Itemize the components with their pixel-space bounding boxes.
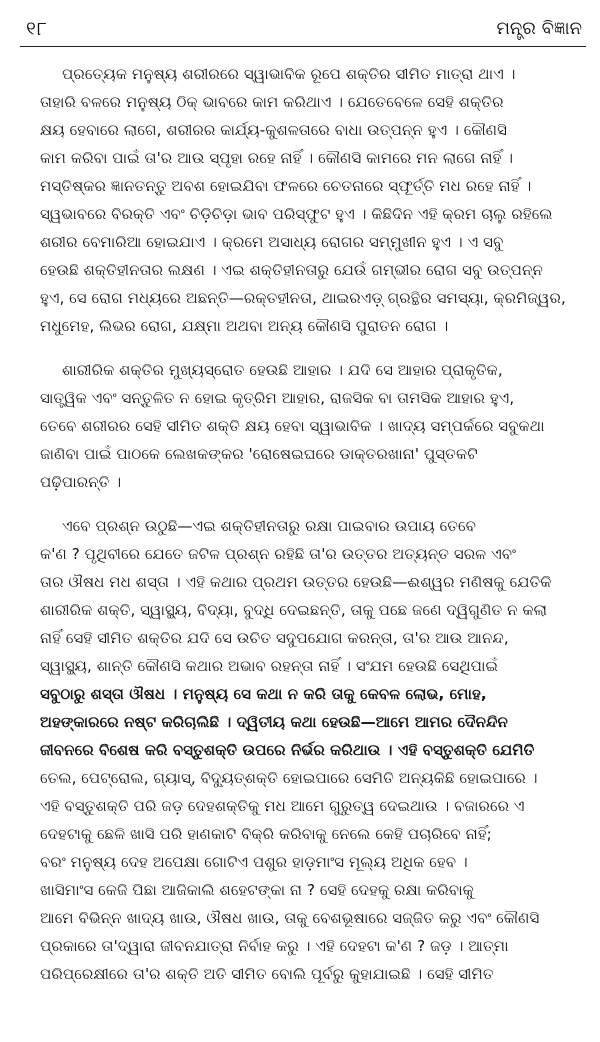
text-line: ହୁଏ, ସେ ରୋଗ ମଧ୍ୟରେ ଅଛନ୍ତି—ରକ୍ତହୀନତା, ଥାଇରଏଡ଼୍ ଗ୍ରନ୍ଥିର ସମସ୍ୟା, କ୍ରମିଜ୍ୱର, (40, 289, 566, 307)
text-line: ସ୍ୱାସ୍ଥ୍ୟ, ଶାନ୍ତି କୌଣସି କଥାର ଅଭାବ ରହନ୍ତା ନାହିଁ । ସଂଯମ ହେଉଛି ସେଥିପାଇଁ (40, 657, 499, 675)
text-line: ମଧୁମେହ, ଲିଭର ରୋଗ, ଯକ୍ଷ୍ମା ଅଥବା ଅନ୍ୟ କୌଣସି ପୁରାତନ ରୋଗ । (40, 317, 449, 335)
text-line: କ'ଣ ? ପୃଥିବୀରେ ଯେତେ ଜଟିଳ ପ୍ରଶ୍ନ ରହିଛି ତା'ର ଉତ୍ତର ଅତ୍ୟନ୍ତ ସରଳ ଏବଂ (40, 545, 517, 563)
text-line: ସାତ୍ତ୍ୱିକ ଏବଂ ସନ୍ତୁଳିତ ନ ହୋଇ କୃତ୍ରିମ ଆହାର, ରାଜସିକ ବା ତାମସିକ ଆହାର ହୁଏ, (40, 389, 515, 407)
text-line: ଆମେ ବିଭିନ୍ନ ଖାଦ୍ୟ ଖାଉ, ଔଷଧ ଖାଉ, ତାକୁ ବେଶଭୂଷାରେ ସଜ୍ଜିତ କରୁ ଏବଂ କୌଣସି (40, 909, 540, 927)
paragraph-gap (40, 496, 592, 512)
paragraph-3 (40, 512, 592, 988)
text-line: ଜାଣିବା ପାଇଁ ପାଠକେ ଲେଖକଙ୍କର 'ରୋଷେଇଘରେ ଡାକ୍ତରଖାନା' ପୁସ୍ତକଟି (40, 445, 478, 463)
header-rule (20, 46, 586, 47)
text-line: ସ୍ୱଭାବରେ ବିରକ୍ତି ଏବଂ ଚିଡ଼ିଚିଡ଼ା ଭାବ ପରିସ୍ଫୁଟ ହୁଏ । କିଛିଦିନ ଏହି କ୍ରମ ଚାଲୁ ରହିଲେ (40, 205, 553, 223)
text-line: ଏବେ ପ୍ରଶ୍ନ ଉଠୁଛି—ଏଇ ଶକ୍ତିହୀନତାରୁ ରକ୍ଷା ପାଇବାର ଉପାୟ ତେବେ (62, 517, 476, 535)
text-line: ତେବେ ଶରୀରର ସେହି ସୀମିତ ଶକ୍ତି କ୍ଷୟ ହେବା ସ୍ୱାଭାବିକ । ଖାଦ୍ୟ ସମ୍ପର୍କରେ ସବୁକଥା (40, 417, 545, 435)
text-line: ଏହି ବସ୍ତୁଶକ୍ତି ପରି ଜଡ଼ ଦେହଶକ୍ତିକୁ ମଧ ଆମେ ଗୁରୁତ୍ୱ ଦେଇଥାଉ । ବଜାରରେ ଏ (40, 797, 525, 815)
text-line: ଶରୀର ବେମାରିଆ ହୋଇଯାଏ । କ୍ରମେ ଅସାଧ୍ୟ ରୋଗର ସମ୍ମୁଖୀନ ହୁଏ । ଏ ସବୁ (40, 233, 504, 251)
page-number: ୧୮ (26, 18, 48, 40)
body-text (40, 60, 592, 988)
text-line: ତାର ଔଷଧ ମଧ ଶସ୍ତା । ଏହି କଥାର ପ୍ରଥମ ଉତ୍ତର ହେଉଛି—ଈଶ୍ୱର ମଣିଷକୁ ଯେତିକି (40, 573, 552, 591)
text-line-bold: ସବୁଠାରୁ ଶସ୍ତା ଔଷଧ । ମନୁଷ୍ୟ ସେ କଥା ନ କରି ତାକୁ କେବଳ ଲୋଭ, ମୋହ, (40, 685, 487, 703)
text-line: ତାହାରି ବଳରେ ମନୁଷ୍ୟ ଠିକ୍ ଭାବରେ କାମ କରିଥାଏ । ଯେତେବେଳେ ସେହି ଶକ୍ତିର (40, 93, 504, 111)
text-line: ଶାରୀରିକ ଶକ୍ତି, ସ୍ୱାସ୍ଥ୍ୟ, ବିଦ୍ୟା, ବୁଦ୍ଧି ଦେଇଛନ୍ତି, ତାକୁ ପଛେ ଜଣେ ଦ୍ୱିଗୁଣିତ ନ କଲା (40, 601, 548, 619)
text-line: ହେଉଛି ଶକ୍ତିହୀନତାର ଲକ୍ଷଣ । ଏଇ ଶକ୍ତିହୀନତାରୁ ଯେଉଁ ଗମ୍ଭୀର ରୋଗ ସବୁ ଉତ୍ପନ୍ନ (40, 261, 543, 279)
text-line: ପଢ଼ିପାରନ୍ତି । (40, 473, 122, 491)
text-line: ଶାରୀରିକ ଶକ୍ତିର ମୁଖ୍ୟସ୍ରୋତ ହେଉଛି ଆହାର । ଯଦି ସେ ଆହାର ପ୍ରାକୃତିକ, (62, 361, 503, 379)
text-line: ତେଲ, ପେଟ୍ରୋଲ, ଗ୍ୟାସ୍, ବିଦ୍ୟୁତ୍‌ଶକ୍ତି ହୋଇପାରେ ସେମିତି ଅନ୍ୟକିଛି ହୋଇପାରେ । (40, 769, 538, 787)
text-line: ପ୍ରକାରେ ତା'ଦ୍ୱାରା ଜୀବନଯାତ୍ରା ନିର୍ବାହ କରୁ । ଏହି ଦେହଟା କ'ଣ ? ଜଡ଼ । ଆତ୍ମା (40, 937, 509, 955)
page-header (0, 0, 600, 52)
text-line: ଦେହଟାକୁ ଛେଳି ଖାସି ପରି ହାଣକାଟି ବିକ୍ରି କରିବାକୁ ନେଲେ କେହି ପଚାରିବେ ନାହିଁ; (40, 825, 492, 843)
text-line: କାମ କରିବା ପାଇଁ ତା'ର ଆଉ ସ୍ପୃହା ରହେ ନାହିଁ । କୌଣସି କାମରେ ମନ ଲାଗେ ନାହିଁ । (40, 149, 514, 167)
text-line: କ୍ଷୟ ହେବାରେ ଲାଗେ, ଶରୀରର କାର୍ଯ୍ୟ-କୁଶଳତାରେ ବାଧା ଉତ୍ପନ୍ନ ହୁଏ । କୌଣସି (40, 121, 508, 139)
text-line: ଖାସିମାଂସ କେଜି ପିଛା ଆଜିକାଲି ଶହେଟଙ୍କା ନା ? ସେହି ଦେହକୁ ରକ୍ଷା କରିବାକୁ (40, 881, 474, 899)
text-line: ପରିପ୍ରେକ୍ଷୀରେ ତା'ର ଶକ୍ତି ଅତି ସୀମିତ ବୋଲି ପୂର୍ବରୁ କୁହାଯାଇଛି । ସେହି ସୀମିତ (40, 965, 494, 983)
text-line: ମସ୍ତିଷ୍କର ଜ୍ଞାନତନ୍ତୁ ଅବଶ ହୋଇଯିବା ଫଳରେ ଚେତନାରେ ସ୍ଫୂର୍ତ୍ତି ମଧ ରହେ ନାହିଁ । (40, 177, 532, 195)
paragraph-2 (40, 356, 592, 496)
text-line: ନାହିଁ ସେହି ସୀମିତ ଶକ୍ତିର ଯଦି ସେ ଉଚିତ ସଦୁପଯୋଗ କରନ୍ତା, ତା'ର ଆଉ ଆନନ୍ଦ, (40, 629, 509, 647)
paragraph-gap (40, 340, 592, 356)
text-line: ବରଂ ମନୁଷ୍ୟ ଦେହ ଅପେକ୍ଷା ଗୋଟିଏ ପଶୁର ହାଡ଼ମାଂସ ମୂଲ୍ୟ ଅଧିକ ହେବ । (40, 853, 468, 871)
text-line-bold: ଜୀବନରେ ବିଶେଷ କରି ବସ୍ତୁଶକ୍ତି ଉପରେ ନିର୍ଭର କରିଥାଉ । ଏହି ବସ୍ତୁଶକ୍ତି ଯେମିତି (40, 741, 535, 759)
running-title: ମନ୍ତ୍ର ବିଜ୍ଞାନ (496, 18, 582, 39)
text-line-bold: ଅହଙ୍କାରରେ ନଷ୍ଟ କରିଚାଲିଛି । ଦ୍ୱିତୀୟ କଥା ହେଉଛି—ଆମେ ଆମର ଦୈନନ୍ଦିନ (40, 713, 508, 731)
text-line: ପ୍ରତ୍ୟେକ ମନୁଷ୍ୟ ଶରୀରରେ ସ୍ୱାଭାବିକ ରୂପେ ଶକ୍ତିର ସୀମିତ ମାତ୍ରା ଥାଏ । (62, 65, 516, 83)
paragraph-1 (40, 60, 592, 340)
